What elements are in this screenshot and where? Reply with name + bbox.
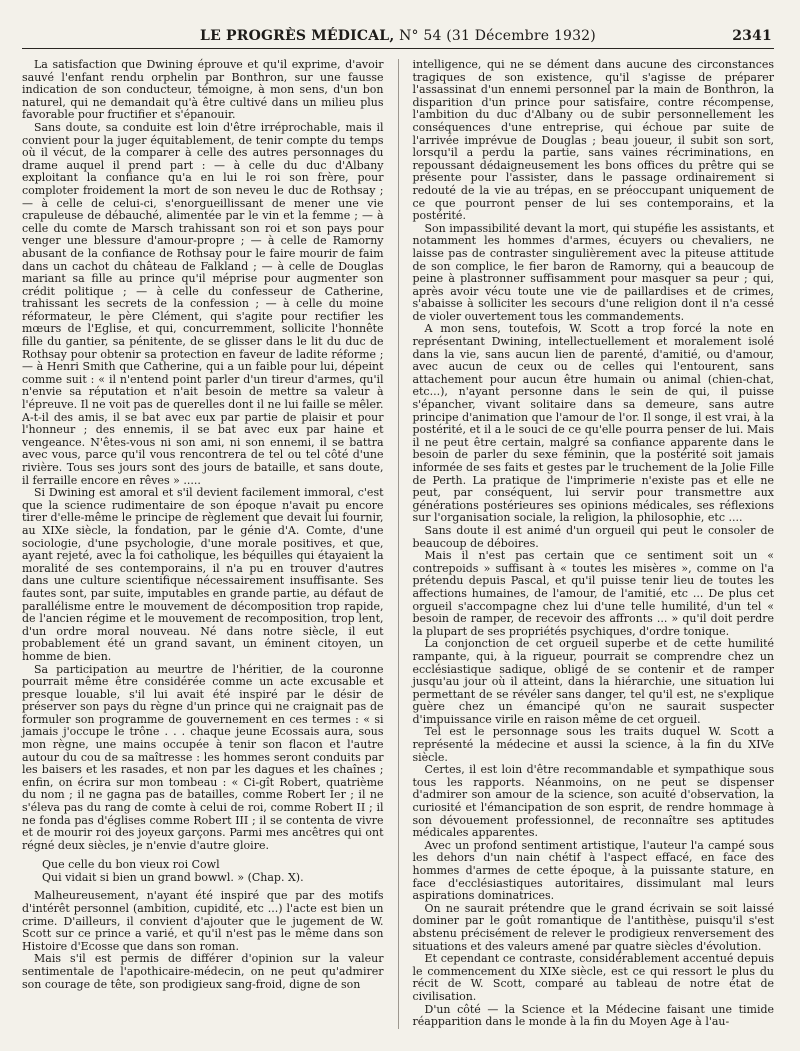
paragraph: Malheureusement, n'ayant été inspiré que par des motifs d'intérêt personnel (ambition, cupidité, etc ...) l'acte est bien un crime. D'ailleurs, il convient d'ajouter que le jugement de W. Scott sur ce prince a varié, et qu'il n'est pas le même dans son Histoire d'Ecosse que dans son roman. bbox=[22, 889, 384, 953]
page-header bbox=[22, 28, 774, 49]
paragraph: Sans doute, sa conduite est loin d'être irréprochable, mais il convient pour la juger équitablement, de tenir compte du temps où il vécut, de la comparer à celle des autres personnages du drame auquel il prend part : — à celle du duc d'Albany exploitant la confiance qu'a en lui le roi son frère, pour comploter froidement la mort de son neveu le duc de Rothsay ; — à celle de celui-ci, s'enorgueillissant de mener une vie crapuleuse de débauché, alimentée par le vin et la femme ; — à celle du comte de Marsch trahissant son roi et son pays pour venger une blessure d'amour-propre ; — à celle de Ramorny abusant de la confiance de Rothsay pour le faire mourir de faim dans un cachot du château de Falkland ; — à celle de Douglas mariant sa fille au prince qu'il méprise pour augmenter son crédit politique ; — à celle du confesseur de Catherine, trahissant les secrets de la confession ; — à celle du moine réformateur, le père Clément, qui s'agite pour rectifier les mœurs de l'Eglise, et qui, concurremment, sollicite l'honnête fille du gantier, sa pénitente, de se glisser dans le lit du duc de Rothsay pour obtenir sa protection en faveur de ladite réforme ; — à Henri Smith que Catherine, qui a un faible pour lui, dépeint comme suit : « il n'entend point parler d'un tireur d'armes, qu'il n'envie sa réputation et n'ait besoin de mettre sa valeur à l'épreuve. Il ne voit pas de querelles dont il ne lui faille se mêler. A-t-il des amis, il se bat avec eux par partie de plaisir et pour l'honneur ; des ennemis, il se bat avec eux par haine et vengeance. N'êtes-vous ni son ami, ni son ennemi, il se battra avec vous, parce qu'il vous rencontrera de tel ou tel côté d'une rivière. Tous ses jours sont des jours de bataille, et sans doute, il ferraille encore en rêves » ..... bbox=[22, 120, 384, 487]
paragraph: Mais s'il est permis de différer d'opinion sur la valeur sentimentale de l'apothicaire-médecin, on ne peut qu'admirer son courage de tête, son prodigieux sang-froid, digne de son bbox=[22, 952, 384, 991]
paragraph: D'un côté — la Science et la Médecine faisant une timide réapparition dans le monde à la fin du Moyen Age à l'au- bbox=[412, 1002, 775, 1029]
journal-title: LE PROGRÈS MÉDICAL, bbox=[200, 28, 395, 44]
issue-date: (31 Décembre 1932) bbox=[446, 28, 596, 44]
verse-line: Qui vidait si bien un grand bowwl. » (Chap. X). bbox=[42, 871, 304, 885]
paragraph: Sans doute il est animé d'un orgueil qui peut le consoler de beaucoup de déboires. bbox=[412, 523, 775, 550]
paragraph: Et cependant ce contraste, considérablement accentué depuis le commencement du XIXe siècle, est ce qui ressort le plus du récit de W. Scott, comparé au tableau de notre état de civilisation. bbox=[412, 952, 775, 1003]
paragraph: Son impassibilité devant la mort, qui stupéfie les assistants, et notamment les hommes d'armes, écuyers ou chevaliers, ne laisse pas de contraster singulièrement avec la piteuse attitude de son complice, le fier baron de Ramorny, qui a beaucoup de peine à plastronner suffisamment pour masquer sa peur ; qui, après avoir vécu toute une vie de paillardises et de crimes, s'abaisse à solliciter les secours d'une religion dont il n'a cessé de violer ouvertement tous les commandements. bbox=[412, 221, 775, 323]
paragraph: Si Dwining est amoral et s'il devient facilement immoral, c'est que la science rudimentaire de son époque n'avait pu encore tirer d'elle-même le principe de règlement que devait lui fournir, au XIXe siècle, la fondation, par le génie d'A. Comte, d'une sociologie, d'une psychologie, d'une morale positives, et que, ayant rejeté, avec la foi catholique, les béquilles qui étayaient la moralité de ses contemporains, il n'a pu en trouver d'autres dans une culture scientifique nécessairement insuffisante. Ses fautes sont, par suite, imputables en grande partie, au défaut de parallélisme entre le mouvement de décomposition trop rapide, de l'ancien régime et le mouvement de recomposition, trop lent, d'un ordre moral nouveau. Né dans notre siècle, il eut probablement été un grand savant, un éminent citoyen, un homme de bien. bbox=[22, 486, 384, 663]
paragraph: La satisfaction que Dwining éprouve et qu'il exprime, d'avoir sauvé l'enfant rendu orphelin par Bonthron, sur une fausse indication de son conducteur, témoigne, à mon sens, d'un bon naturel, qui ne demandait qu'à être cultivé dans un milieu plus favorable pour fructifier et s'épanouir. bbox=[22, 58, 384, 122]
issue-number: N° 54 bbox=[399, 28, 442, 44]
verse-quote bbox=[42, 858, 384, 884]
article-body bbox=[22, 59, 774, 1029]
paragraph: Tel est le personnage sous les traits duquel W. Scott a représenté la médecine et aussi la science, à la fin du XIVe siècle. bbox=[412, 725, 775, 764]
paragraph: La conjonction de cet orgueil superbe et de cette humilité rampante, qui, à la rigueur, pourrait se comprendre chez un ecclésiastique sadique, obligé de se contenir et de ramper jusqu'au jour où il atteint, dans la hiérarchie, une situation lui permettant de se révéler sans danger, tel qu'il est, ne s'explique guère chez un émancipé qu'on ne saurait suspecter d'impuissance virile en raison même de cet orgueil. bbox=[412, 637, 775, 726]
paragraph: intelligence, qui ne se dément dans aucune des circonstances tragiques de son existence, qu'il s'agisse de préparer l'assassinat d'un ennemi personnel par la main de Bonthron, la disparition d'un prince pour satisfaire, contre récompense, l'ambition du duc d'Albany ou de subir personnellement les conséquences d'une entreprise, qui échoue par suite de l'arrivée imprévue de Douglas ; beau joueur, il subit son sort, lorsqu'il a perdu la partie, sans vaines récriminations, en repoussant dédaigneusement les bons offices du prêtre qui se présente pour l'assister, dans le passage ordinairement si redouté de la vie au trépas, en se préoccupant uniquement de ce que pourront penser de lui ses contemporains, et la postérité. bbox=[412, 58, 775, 223]
paragraph: Sa participation au meurtre de l'héritier, de la couronne pourrait même être considérée comme un acte excusable et presque louable, s'il lui avait été inspiré par le désir de préserver son pays du règne d'un prince qui ne craignait pas de formuler son programme de gouvernement en ces termes : « si jamais j'occupe le trône . . . chaque jeune Ecossais aura, sous mon règne, une mains occupée à tenir son flacon et l'autre autour du cou de sa maîtresse : les hommes seront conduits par les baisers et les rasades, et non par les dagues et les chaînes ; enfin, on écrira sur mon tombeau : « Ci-gît Robert, quatrième du nom ; il ne gagna pas de batailles, comme Robert Ier ; il ne s'éleva pas du rang de comte à celui de roi, comme Robert II ; il ne fonda pas d'églises comme Robert III ; il se contenta de vivre et de mourir roi des joyeux garçons. Parmi mes ancêtres qui ont régné deux siècles, je n'envie d'autre gloire. bbox=[22, 662, 384, 852]
paragraph: Avec un profond sentiment artistique, l'auteur l'a campé sous les dehors d'un nain chétif à l'aspect effacé, en face des hommes d'armes de cette époque, à la puissante stature, en face d'ecclésiastiques autoritaires, dissimulant mal leurs aspirations dominatrices. bbox=[412, 838, 775, 903]
header-running-title bbox=[70, 28, 726, 44]
right-column bbox=[413, 59, 775, 1029]
paragraph: Certes, il est loin d'être recommandable et sympathique sous tous les rapports. Néanmoins, on ne peut se dispenser d'admirer son amour de la science, son acuité d'observation, la curiosité et l'émancipation de son esprit, de rendre hommage à son dévouement professionnel, de reconnaître ses aptitudes médicales apparentes. bbox=[412, 763, 775, 840]
left-column bbox=[22, 59, 384, 1029]
paragraph: On ne saurait prétendre que le grand écrivain se soit laissé dominer par le goût romantique de l'antithèse, puisqu'il s'est abstenu précisément de relever le prodigieux renversement des situations et des valeurs amené par quatre siècles d'évolution. bbox=[412, 901, 775, 953]
paragraph: Mais il n'est pas certain que ce sentiment soit un « contrepoids » suffisant à « toutes les misères », comme on l'a prétendu depuis Pascal, et qu'il puisse tenir lieu de toutes les affections humaines, de l'amour, de l'amitié, etc ... De plus cet orgueil s'accompagne chez lui d'une telle humilité, d'un tel « besoin de ramper, de recevoir des affronts ... » qu'il doit perdre la plupart de ses propriétés psychiques, d'ordre tonique. bbox=[412, 549, 775, 638]
paragraph: A mon sens, toutefois, W. Scott a trop forcé la note en représentant Dwining, intellectuellement et moralement isolé dans la vie, sans aucun lien de parenté, d'amitié, ou d'amour, avec aucun de ceux ou de celles qui l'entourent, sans attachement pour aucun être humain ou animal (chien-chat, etc...), n'ayant personne dans le sein de qui, il puisse s'épancher, vivant solitaire dans sa demeure, sans autre principe d'animation que l'amour de l'or. Il songe, il est vrai, à la postérité, et il a le souci de ce qu'elle pourra penser de lui. Mais il ne peut être certain, malgré sa confiance apparente dans le besoin de parler du sexe féminin, que la postérité soit jamais informée de ses faits et gestes par le truchement de la Jolie Fille de Perth. La pratique de l'imprimerie n'existe pas et elle ne peut, par conséquent, lui servir pour transmettre aux générations postérieures ses opinions médicales, ses réflexions sur l'organisation sociale, la religion, la philosophie, etc .... bbox=[412, 322, 775, 525]
page-number: 2341 bbox=[732, 28, 772, 44]
verse-line: Que celle du bon vieux roi Cowl bbox=[42, 858, 220, 872]
column-divider bbox=[398, 59, 399, 1029]
